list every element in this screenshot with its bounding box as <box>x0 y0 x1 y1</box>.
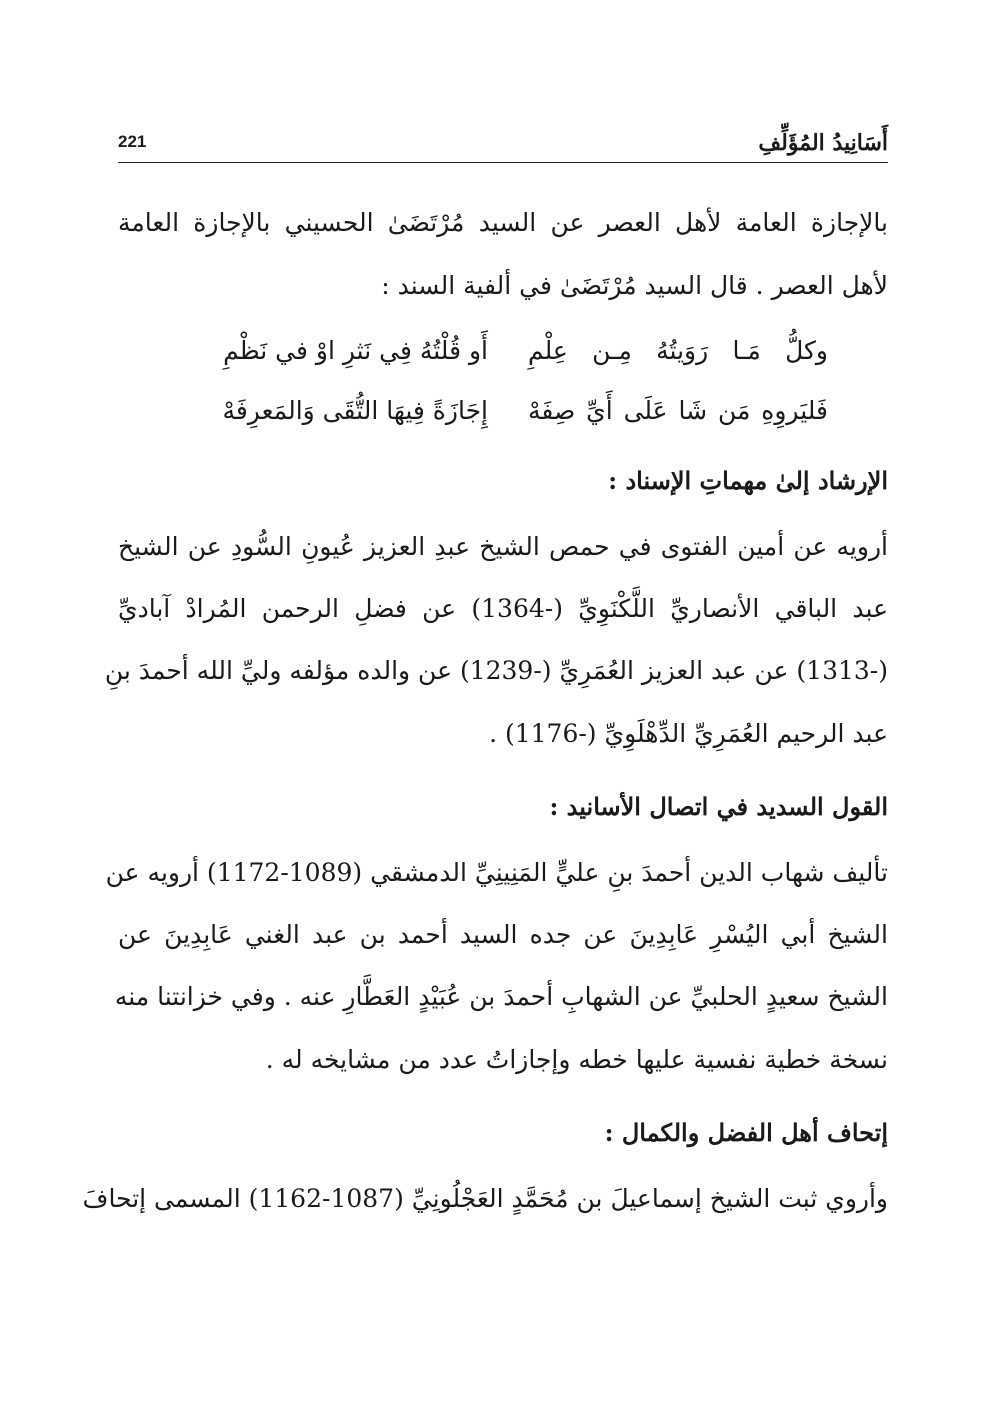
section-heading-qawl-sadid: القول السديد في اتصال الأسانيد : <box>549 791 888 821</box>
section-1-line-2: عبد الباقي الأنصاريِّ اللَّكْنَوِيِّ (-1364) عن فضلِ الرحمن المُرادْ آباديِّ <box>118 594 889 623</box>
section-2-line-4: نسخة خطية نفسية عليها خطه وإجازاتُ عدد من مشايخه له . <box>265 1044 888 1074</box>
section-heading-irshad: الإرشاد إلىٰ مهماتِ الإسناد : <box>608 465 888 495</box>
poem <box>118 316 888 444</box>
verse-1 <box>118 320 888 380</box>
intro-line-2: لأهل العصر . قال السيد مُرْتَضَىٰ في ألفية السند : <box>381 270 888 300</box>
verse-1-second-hemistich: أَو قُلْتُهُ فِي نَثرِ اوْ في نَظْمِ <box>223 335 488 365</box>
section-1-line-1: أرويه عن أمين الفتوى في حمص الشيخ عبدِ العزيز عُيونِ السُّودِ عن الشيخ <box>118 532 888 561</box>
section-2-line-2: الشيخ أبي اليُسْرِ عَابِدِينَ عن جده السيد أحمد بن عبد الغني عَابِدِينَ عن <box>118 920 888 949</box>
running-title: أَسَانِيدُ المُؤَلِّفِ <box>758 130 888 156</box>
section-heading-ithaf: إتحاف أهل الفضل والكمال : <box>604 1117 888 1147</box>
page-header <box>118 118 888 163</box>
section-1-line-3: (-1313) عن عبد العزيز العُمَرِيِّ (-1239) عن والده مؤلفه وليِّ الله أحمدَ بنِ <box>104 656 888 685</box>
verse-2 <box>118 380 888 440</box>
verse-1-first-hemistich: وكلُّ مَـا رَوَيتُهُ مِـن عِلْمِ <box>528 335 828 365</box>
section-2-line-1: تأليف شهاب الدين أحمدَ بنِ عليٍّ المَنِينِيِّ الدمشقي (1089-1172) أرويه عن <box>105 858 888 887</box>
section-1-line-4: عبد الرحيم العُمَرِيِّ الدِّهْلَوِيِّ (-1176) . <box>489 718 888 748</box>
verse-2-second-hemistich: إِجَازَةً فِيهَا التُّقَى وَالمَعرِفَهْ <box>222 395 488 425</box>
section-3-line-1: وأروي ثبت الشيخ إسماعيلَ بن مُحَمَّدٍ العَجْلُونِيِّ (1087-1162) المسمى إتحافَ <box>82 1184 888 1213</box>
section-2-line-3: الشيخ سعيدٍ الحلبيِّ عن الشهابِ أحمدَ بن عُبَيْدٍ العَطَّارِ عنه . وفي خزانتنا منه <box>114 982 888 1011</box>
verse-2-first-hemistich: فَليَروِهِ مَن شَا عَلَى أَيِّ صِفَهْ <box>528 395 828 425</box>
page-body <box>82 192 889 1230</box>
intro-line-1: بالإجازة العامة لأهل العصر عن السيد مُرْتَضَىٰ الحسيني بالإجازة العامة <box>118 208 888 237</box>
page-number: 221 <box>118 132 147 151</box>
